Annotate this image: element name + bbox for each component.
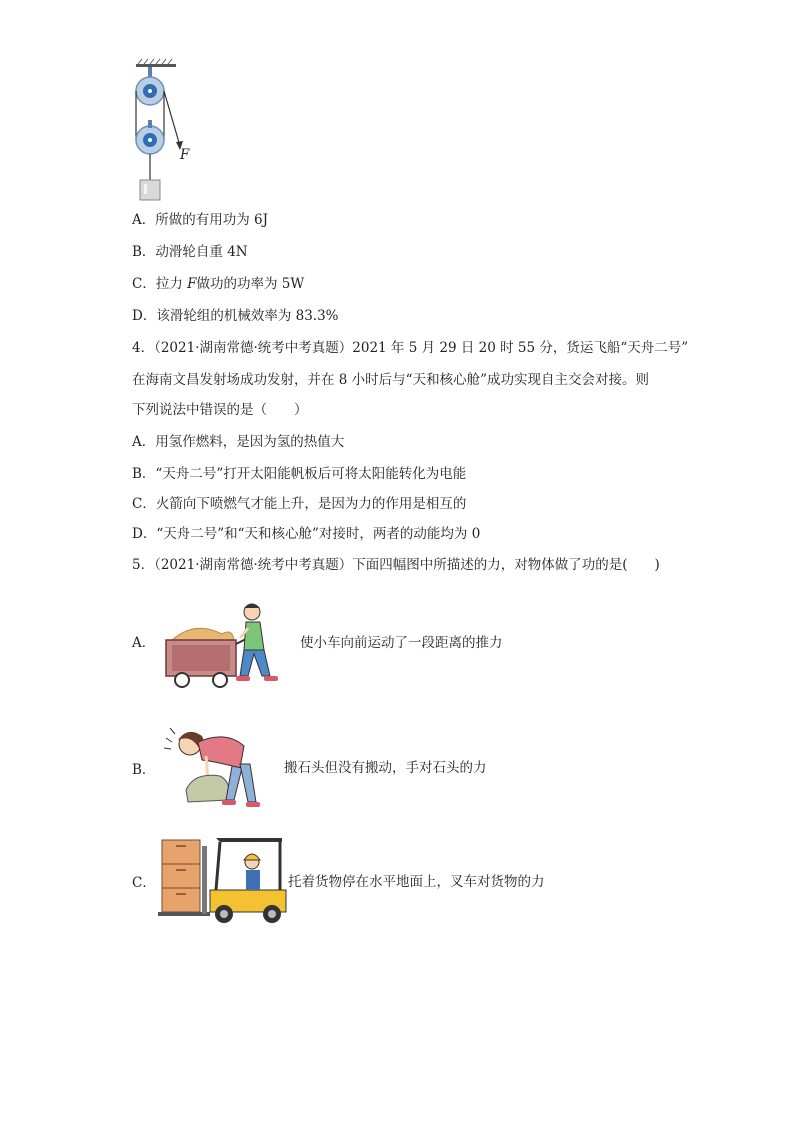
q4-option-b: B．“天舟二号”打开太阳能帆板后可将太阳能转化为电能 [132,466,467,482]
girl-lifting-stone-illustration [162,720,280,812]
force-label-f: F [180,147,190,163]
q4-option-d: D．“天舟二号”和“天和核心舱”对接时，两者的动能均为 0 [132,526,481,542]
q3-option-a: A．所做的有用功为 6J [132,212,269,228]
q3-option-d: D．该滑轮组的机械效率为 83.3% [132,308,339,324]
q4-stem-line-3: 下列说法中错误的是（ ） [132,402,308,418]
boy-pushing-cart-illustration [160,598,295,690]
q5-option-c-caption: 托着货物停在水平地面上，叉车对货物的力 [288,874,545,890]
q3-option-c: C．拉力 F做功的功率为 5W [132,276,305,292]
q5-option-b-caption: 搬石头但没有搬动，手对石头的力 [284,760,487,776]
q4-stem-line-2: 在海南文昌发射场成功发射，并在 8 小时后与“天和核心舱”成功实现自主交会对接。则 [132,372,649,388]
q4-stem-line-1: 4．（2021·湖南常德·统考中考真题）2021 年 5 月 29 日 20 时 55 分，货运飞船“天舟二号” [132,340,689,356]
q5-stem: 5．（2021·湖南常德·统考中考真题）下面四幅图中所描述的力，对物体做了功的是( ) [132,557,660,573]
pulley-system-figure [128,58,208,204]
forklift-with-cargo-illustration [156,832,290,924]
q4-option-a: A．用氢作燃料，是因为氢的热值大 [132,434,345,450]
q3-option-b: B．动滑轮自重 4N [132,244,248,260]
q5-option-a-label: A． [132,635,156,651]
q4-option-c: C．火箭向下喷燃气才能上升，是因为力的作用是相互的 [132,496,467,512]
q5-option-a-caption: 使小车向前运动了一段距离的推力 [300,635,503,651]
q5-option-b-label: B． [132,762,156,778]
q5-option-c-label: C． [132,875,156,891]
